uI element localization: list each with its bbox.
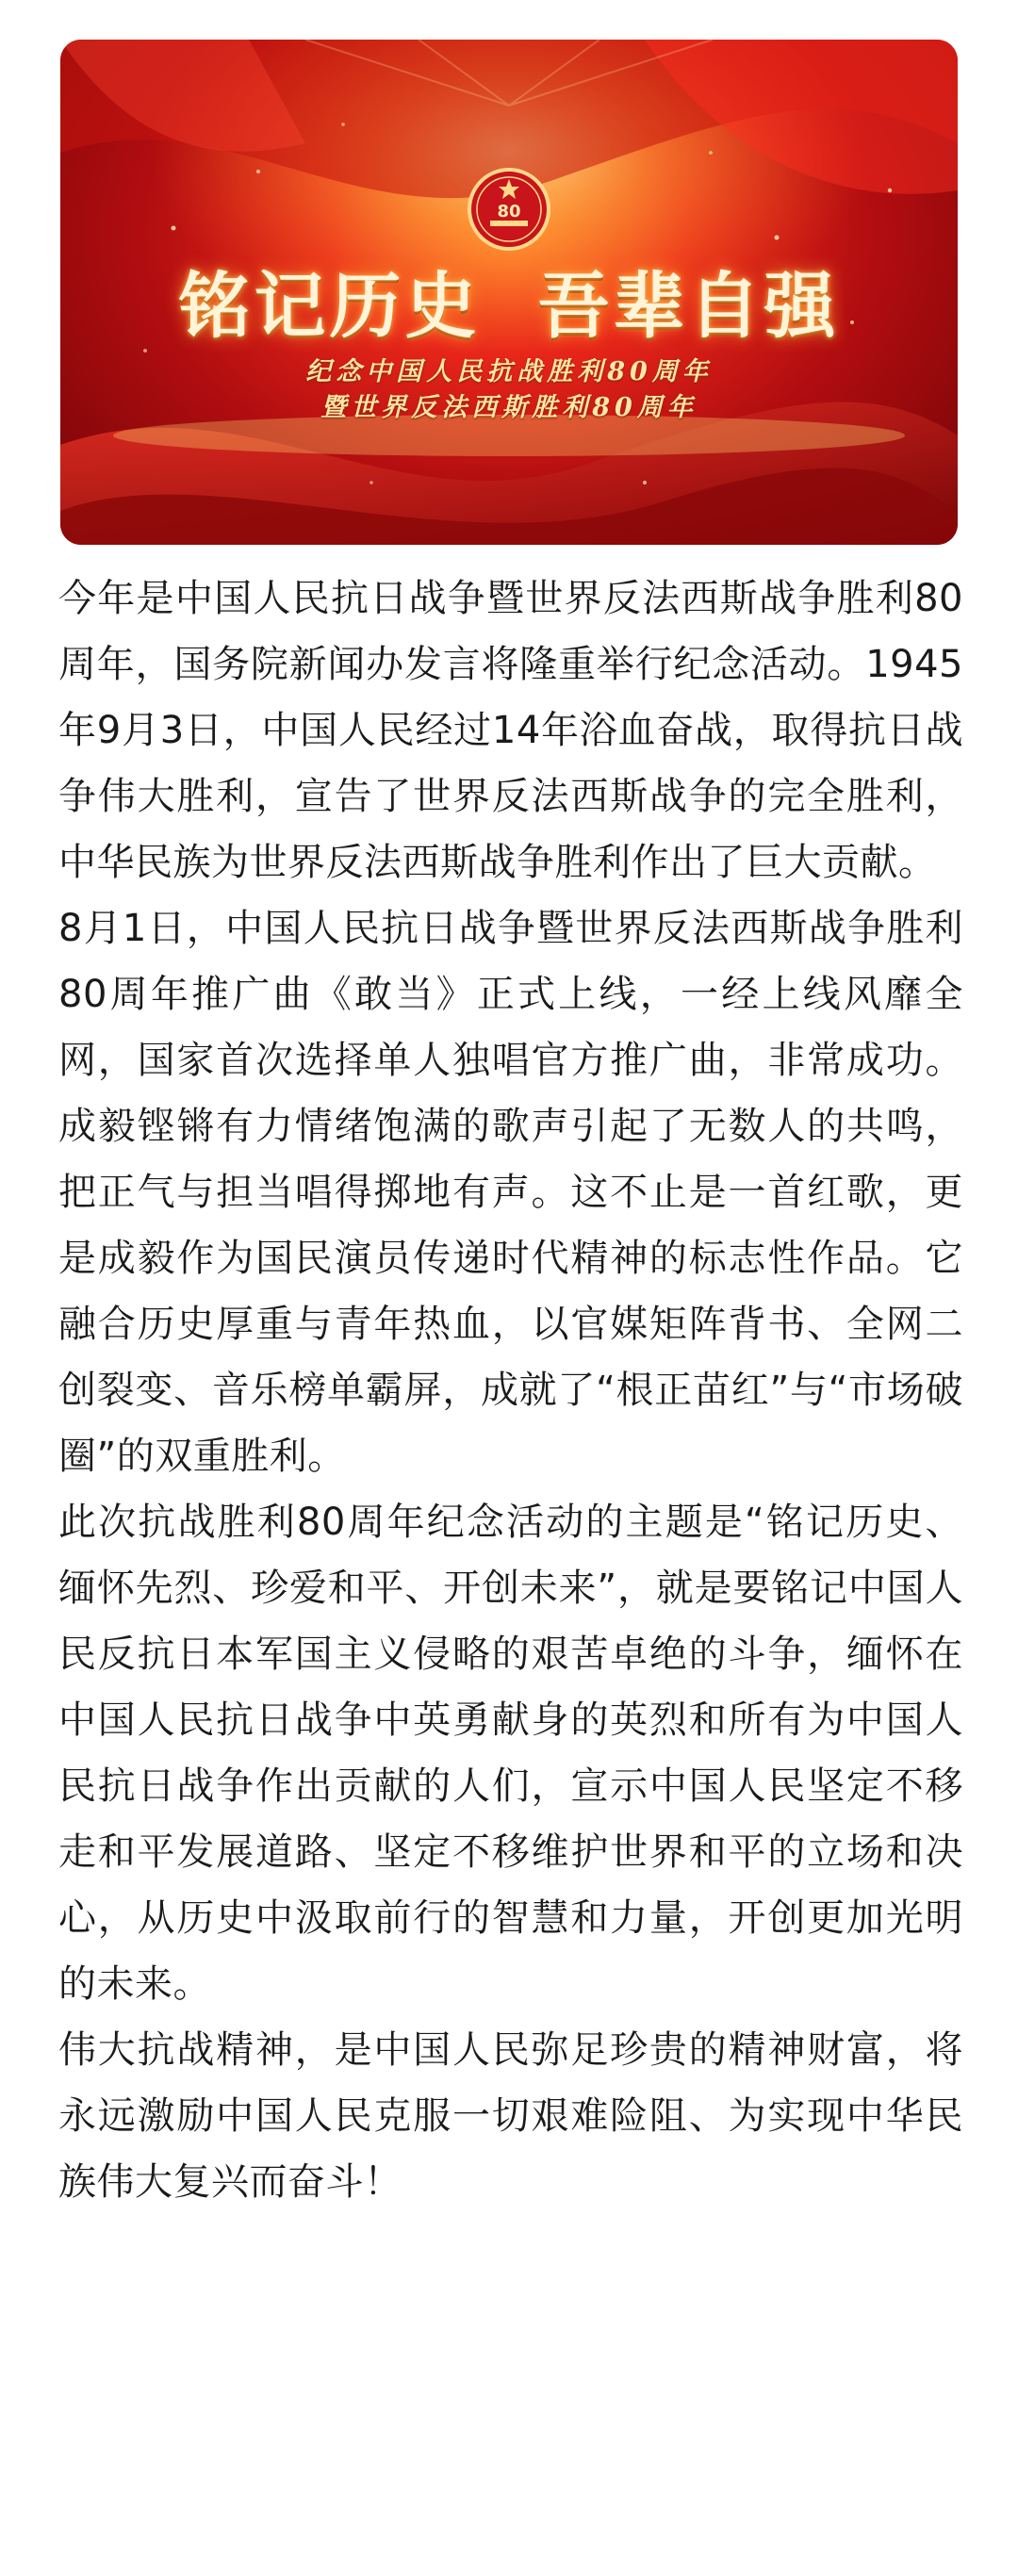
article-paragraph-3: 此次抗战胜利80周年纪念活动的主题是“铭记历史、缅怀先烈、珍爱和平、开创未来”，就是要铭记中国人民反抗日本军国主义侵略的艰苦卓绝的斗争，缅怀在中国人民抗日战争中英勇献身的英烈和所有为中国人民抗日战争作出贡献的人们，宣示中国人民坚定不移走和平发展道路、坚定不移维护世界和平的立场和决心，从历史中汲取前行的智慧和力量，开创更加光明的未来。 — [58, 1501, 963, 2006]
banner-subtitle-line2: 暨世界反法西斯胜利80周年 — [320, 393, 698, 422]
banner-title: 铭记历史 吾辈自强 — [178, 264, 840, 348]
commemoration-banner — [60, 40, 958, 545]
anniversary-emblem-icon — [466, 166, 552, 253]
emblem-number: 80 — [497, 202, 521, 222]
article-paragraph-2: 8月1日，中国人民抗日战争暨世界反法西斯战争胜利80周年推广曲《敢当》正式上线，一经上线风靡全网，国家首次选择单人独唱官方推广曲，非常成功。成毅铿锵有力情绪饱满的歌声引起了无数人的共鸣，把正气与担当唱得掷地有声。这不止是一首红歌，更是成毅作为国民演员传递时代精神的标志性作品。它融合历史厚重与青年热血，以官媒矩阵背书、全网二创裂变、音乐榜单霸屏，成就了“根正苗红”与“市场破圈”的双重胜利。 — [58, 907, 963, 1478]
article-body — [58, 566, 963, 2215]
article-paragraph-1: 今年是中国人民抗日战争暨世界反法西斯战争胜利80周年，国务院新闻办发言将隆重举行纪念活动。1945年9月3日，中国人民经过14年浴血奋战，取得抗日战争伟大胜利，宣告了世界反法西斯战争的完全胜利，中华民族为世界反法西斯战争胜利作出了巨大贡献。 — [58, 577, 963, 884]
article-paragraph-4: 伟大抗战精神，是中国人民弥足珍贵的精神财富，将永远激励中国人民克服一切艰难险阻、为实现中华民族伟大复兴而奋斗！ — [58, 2028, 963, 2204]
banner-subtitle-line1: 纪念中国人民抗战胜利80周年 — [305, 357, 713, 386]
